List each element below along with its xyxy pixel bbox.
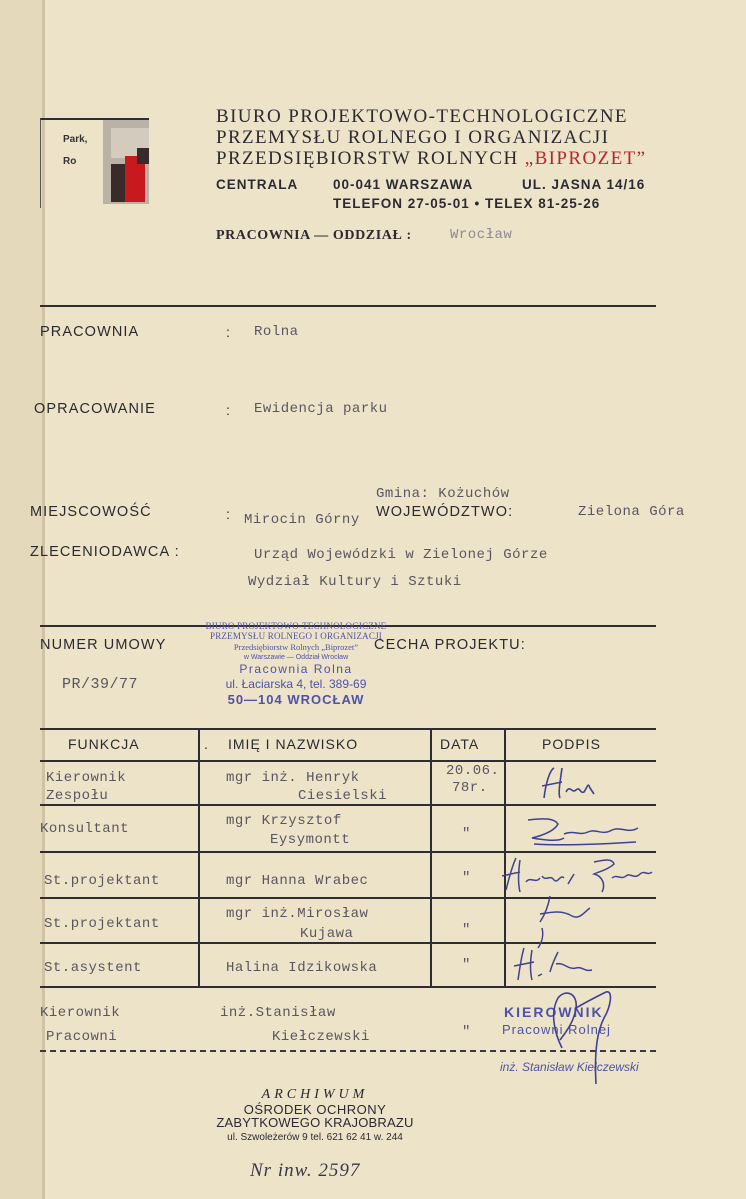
stamp-line-3: Przedsiębiorstw Rolnych „Biprozet” xyxy=(233,642,359,652)
miejscowosc-value: Mirocin Górny xyxy=(244,512,360,528)
row5-name-1: Halina Idzikowska xyxy=(226,960,378,976)
signature-eysymontt xyxy=(524,814,644,850)
row6-funkcja-1: Kierownik xyxy=(40,1005,121,1021)
col-header-imie-nazwisko: IMIĘ I NAZWISKO xyxy=(228,736,359,752)
row6-name-2: Kiełczewski xyxy=(272,1029,370,1045)
miejscowosc-label: MIEJSCOWOŚĆ xyxy=(30,504,152,520)
row4-funkcja-1: St.projektant xyxy=(44,916,160,932)
header-line-2: PRZEMYSŁU ROLNEGO I ORGANIZACJI xyxy=(216,127,610,148)
table-top-rule xyxy=(40,728,656,730)
row1-funkcja-2: Zespołu xyxy=(46,788,109,804)
row1-name-1: mgr inż. Henryk xyxy=(226,770,360,786)
logo-emblem-icon xyxy=(41,120,149,208)
stamp-line-7: 50—104 WROCŁAW xyxy=(227,691,365,707)
header-line-3-text: PRZEDSIĘBIORSTW ROLNYCH xyxy=(216,148,525,169)
row4-name-1: mgr inż.Mirosław xyxy=(226,906,369,922)
archiwum-stamp xyxy=(210,1088,420,1143)
col-header-podpis: PODPIS xyxy=(542,736,601,752)
biprozet-logo xyxy=(40,118,149,208)
archiwum-line-3: ZABYTKOWEGO KRAJOBRAZU xyxy=(216,1115,414,1131)
signature-kielczewski xyxy=(536,988,626,1088)
row2-funkcja-1: Konsultant xyxy=(40,821,130,837)
archiwum-line-2: OŚRODEK OCHRONY xyxy=(243,1101,387,1117)
colon-sep: : xyxy=(226,402,230,418)
numer-umowy-value: PR/39/77 xyxy=(62,676,139,693)
header-line-1: BIURO PROJEKTOWO-TECHNOLOGICZNE xyxy=(216,106,628,127)
cecha-projektu-label: CECHA PROJEKTU: xyxy=(374,637,526,653)
signature-wrabec xyxy=(498,854,658,896)
row3-funkcja-1: St.projektant xyxy=(44,873,160,889)
pracownia-value: Rolna xyxy=(254,324,299,340)
numer-umowy-label: NUMER UMOWY xyxy=(40,637,167,653)
gmina-value: Gmina: Kożuchów xyxy=(376,486,510,502)
row6-data: " xyxy=(462,1024,471,1040)
header-divider xyxy=(40,305,656,307)
stamp-line-2: PRZEMYSŁU ROLNEGO I ORGANIZACJI xyxy=(210,631,382,641)
signature-idzikowska xyxy=(506,942,606,984)
zleceniodawca-label: ZLECENIODAWCA : xyxy=(30,544,180,560)
kierownik-stamp-dept: Pracowni Rolnej xyxy=(502,1022,611,1037)
phone-telex: TELEFON 27-05-01 • TELEX 81-25-26 xyxy=(333,196,601,211)
street-address: UL. JASNA 14/16 xyxy=(522,177,646,192)
row1-data-1: 20.06. xyxy=(446,763,500,779)
row5-funkcja-1: St.asystent xyxy=(44,960,142,976)
row6-funkcja-2: Pracowni xyxy=(46,1029,118,1045)
zleceniodawca-value-2: Wydział Kultury i Sztuki xyxy=(248,574,462,590)
stamp-line-5: Pracownia Rolna xyxy=(239,661,353,676)
kierownik-stamp-title: KIEROWNIK xyxy=(504,1004,604,1020)
row2-name-2: Eysymontt xyxy=(270,832,351,848)
table-row-rule xyxy=(40,851,656,853)
colon-sep: : xyxy=(226,506,230,522)
stamp-line-6: ul. Łaciarska 4, tel. 389-69 xyxy=(225,676,367,691)
signature-ciesielski xyxy=(536,764,616,804)
brand-name: „BIPROZET” xyxy=(524,148,647,169)
table-row-rule xyxy=(40,804,656,806)
stamp-line-4: w Warszawie — Oddział Wrocław xyxy=(243,653,349,661)
row1-funkcja-1: Kierownik xyxy=(46,770,127,786)
pracownia-oddzial-label: PRACOWNIA — ODDZIAŁ : xyxy=(216,228,412,243)
pracownia-oddzial-value: Wrocław xyxy=(450,227,513,243)
row5-data: " xyxy=(462,957,471,973)
row3-data: " xyxy=(462,870,471,886)
row6-name-1: inż.Stanisław xyxy=(220,1005,336,1021)
logo-text-2: Ro xyxy=(63,156,77,167)
table-col-rule xyxy=(198,728,200,986)
stamp-line-1: BIURO PROJEKTOWO-TECHNOLOGICZNE xyxy=(205,621,387,631)
col-header-data: DATA xyxy=(440,736,480,752)
header-line-3 xyxy=(216,148,646,170)
centrala-label: CENTRALA xyxy=(216,177,299,192)
pracownia-label: PRACOWNIA xyxy=(40,324,140,340)
archiwum-title: ARCHIWUM xyxy=(261,1087,369,1102)
logo-text-1: Park, xyxy=(63,134,88,145)
row1-data-2: 78r. xyxy=(452,780,488,796)
wojewodztwo-value: Zielona Góra xyxy=(578,504,685,520)
table-col-rule xyxy=(430,728,432,986)
opracowanie-label: OPRACOWANIE xyxy=(34,401,156,417)
zleceniodawca-value-1: Urząd Wojewódzki w Zielonej Górze xyxy=(254,547,548,563)
archiwum-line-4: ul. Szwoleżerów 9 tel. 621 62 41 w. 244 xyxy=(227,1131,403,1143)
header-dot: . xyxy=(204,736,209,752)
kierownik-stamp-name: inż. Stanisław Kiełczewski xyxy=(500,1060,639,1074)
row4-name-2: Kujawa xyxy=(300,926,354,942)
row4-data: " xyxy=(462,922,471,938)
wojewodztwo-label: WOJEWÓDZTWO: xyxy=(376,504,514,520)
colon-sep: : xyxy=(226,324,230,340)
inventory-number: Nr inw. 2597 xyxy=(250,1160,361,1181)
pracownia-stamp xyxy=(196,622,396,706)
table-header-rule xyxy=(40,760,656,762)
row1-name-2: Ciesielski xyxy=(298,788,388,804)
row3-name-1: mgr Hanna Wrabec xyxy=(226,873,369,889)
col-header-funkcja: FUNKCJA xyxy=(68,736,140,752)
postcode-city: 00-041 WARSZAWA xyxy=(333,177,474,192)
row2-name-1: mgr Krzysztof xyxy=(226,813,342,829)
opracowanie-value: Ewidencja parku xyxy=(254,401,388,417)
binding-spine xyxy=(0,0,45,1199)
row2-data: " xyxy=(462,826,471,842)
